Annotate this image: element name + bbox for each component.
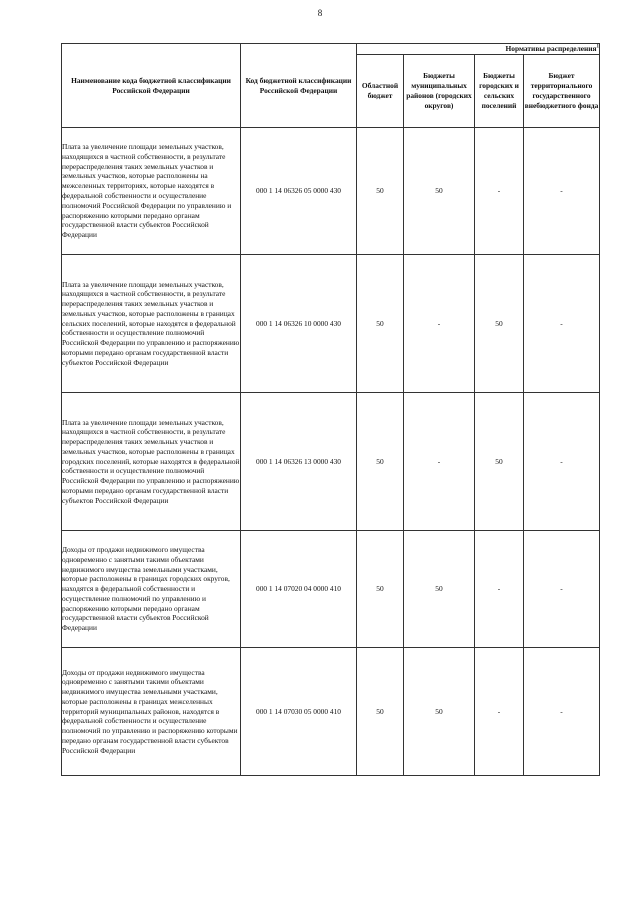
row-settlement: 50 [475,255,524,393]
header-distribution-norms-label: Нормативы распределения [505,44,597,54]
row-municipal: 50 [404,648,475,776]
row-municipal: 50 [404,531,475,648]
row-code: 000 1 14 07020 04 0000 410 [241,531,357,648]
row-code: 000 1 14 06326 10 0000 430 [241,255,357,393]
row-name: Доходы от продажи недвижимого имущества одновременно с занятыми такими объектами недвижимого имущества земельными участками, которые расположены в границах городских округов, находятся в федеральной собственности и осуществление полномочий по управлению и распоряжению которыми передано органам государственной власти субъектов Российской Федерации [62,531,241,648]
header-fund-budget: Бюджет территориального государственного внебюджетного фонда [524,55,600,128]
header-distribution-norms [357,44,600,55]
row-regional: 50 [357,393,404,531]
row-fund: - [524,531,600,648]
row-name: Плата за увеличение площади земельных участков, находящихся в частной собственности, в результате перераспределения таких земельных участков и земельных участков, которые расположены в границах сельских поселений, которые находятся в федеральной собственности и осуществление полномочий Российской Федерации по управлению и распоряжению которыми передано органам государственной власти субъектов Российской Федерации [62,255,241,393]
row-fund: - [524,393,600,531]
row-municipal: - [404,393,475,531]
row-municipal: - [404,255,475,393]
row-code: 000 1 14 06326 13 0000 430 [241,393,357,531]
row-fund: - [524,128,600,255]
row-code: 000 1 14 07030 05 0000 410 [241,648,357,776]
footnote-mark: 1 [596,44,600,50]
header-name: Наименование кода бюджетной классификации Российской Федерации [62,44,241,128]
row-fund: - [524,648,600,776]
row-regional: 50 [357,255,404,393]
budget-distribution-table [61,43,600,776]
table-row [62,255,600,393]
row-code: 000 1 14 06326 05 0000 430 [241,128,357,255]
row-settlement: 50 [475,393,524,531]
row-regional: 50 [357,128,404,255]
row-name: Плата за увеличение площади земельных участков, находящихся в частной собственности, в результате перераспределения таких земельных участков и земельных участков, которые расположены на межселенных территориях, которые находятся в федеральной собственности и осуществление полномочий Российской Федерации по управлению и распоряжению которыми передано органам государственной власти субъектов Российской Федерации [62,128,241,255]
row-regional: 50 [357,648,404,776]
table-row [62,648,600,776]
table-row [62,128,600,255]
header-code: Код бюджетной классификации Российской Федерации [241,44,357,128]
header-regional-budget: Областной бюджет [357,55,404,128]
row-regional: 50 [357,531,404,648]
row-fund: - [524,255,600,393]
row-name: Плата за увеличение площади земельных участков, находящихся в частной собственности, в результате перераспределения таких земельных участков и земельных участков, которые расположены в границах городских поселений, которые находятся в федеральной собственности и осуществление полномочий Российской Федерации по управлению и распоряжению которыми передано органам государственной власти субъектов Российской Федерации [62,393,241,531]
table-row [62,531,600,648]
header-municipal-budget: Бюджеты муниципальных районов (городских округов) [404,55,475,128]
row-settlement: - [475,648,524,776]
row-municipal: 50 [404,128,475,255]
header-settlement-budget: Бюджеты городских и сельских поселений [475,55,524,128]
table-row [62,393,600,531]
row-settlement: - [475,128,524,255]
row-settlement: - [475,531,524,648]
row-name: Доходы от продажи недвижимого имущества одновременно с занятыми такими объектами недвижимого имущества земельными участками, которые расположены в границах межселенных территорий муниципальных районов, находятся в федеральной собственности и осуществление полномочий по управлению и распоряжению которыми передано органам государственной власти субъектов Российской Федерации [62,648,241,776]
page-number: 8 [317,8,323,18]
